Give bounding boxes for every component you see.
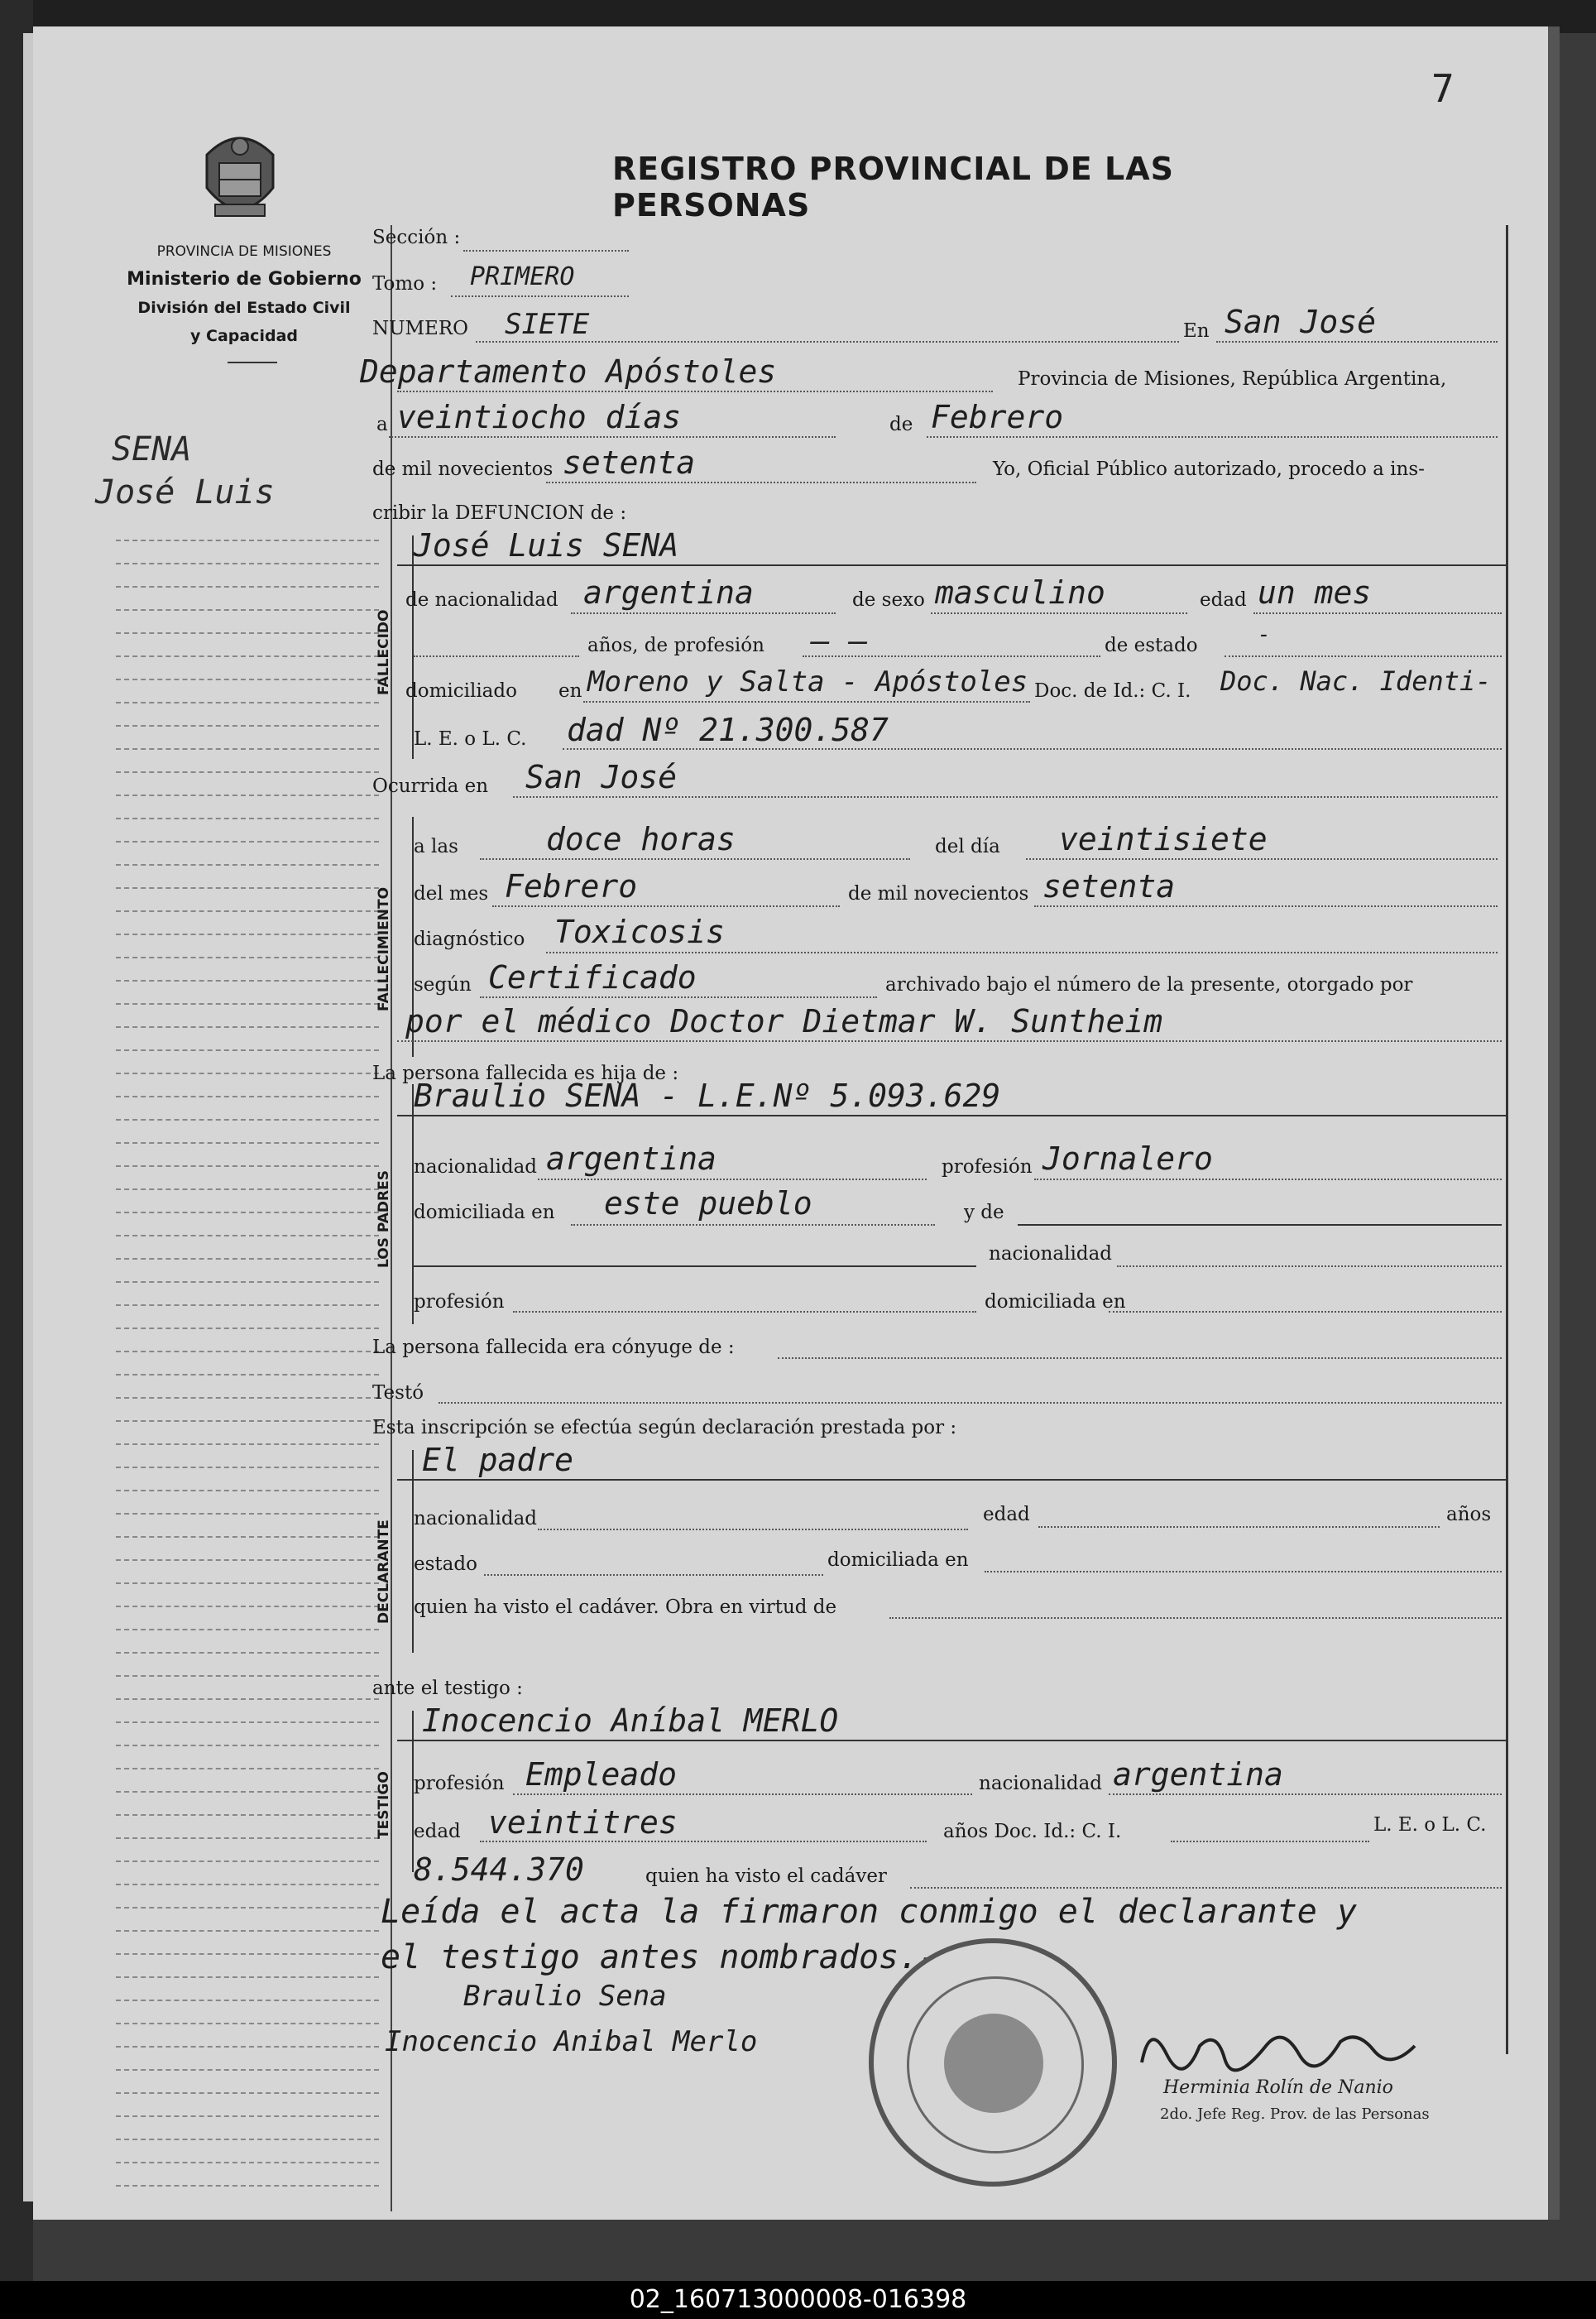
margin-ruled-line [116,1258,379,1260]
margin-ruled-line [116,2092,379,2094]
form-right-border [1506,225,1508,2054]
en-label: En [1183,320,1210,342]
margin-ruled-line [116,1907,379,1908]
testigo-nacionalidad-label: nacionalidad [979,1773,1103,1794]
declarante-section-label: DECLARANTE [376,1520,392,1624]
margin-ruled-line [116,655,379,657]
fallecido-name-rule [397,564,1506,566]
padres-nacionalidad-label: nacionalidad [414,1156,538,1178]
testigo-doc-line [1171,1841,1369,1842]
anio-value: setenta [563,444,696,481]
testigo-edad-line [480,1841,927,1842]
numero-value: SIETE [505,308,590,341]
segun-value: Certificado [488,959,697,996]
le-lc-value: dad Nº 21.300.587 [567,712,889,748]
signature-declarante: Braulio Sena [463,1980,667,2013]
margin-ruled-line [116,1582,379,1584]
page-number: 7 [1431,66,1455,111]
seccion-line [463,250,629,252]
edad-line [1253,612,1502,614]
margin-ruled-line [116,679,379,680]
declarante-domicilio-line [985,1571,1502,1572]
declarante-nacionalidad-line [538,1529,968,1530]
oficial-label: Yo, Oficial Público autorizado, procedo a ins- [993,459,1425,480]
margin-ruled-line [116,2162,379,2163]
fallecimiento-mes-value: Febrero [505,868,638,905]
margin-ruled-line [116,2139,379,2140]
margin-ruled-line [116,1351,379,1352]
margin-ruled-line [116,1721,379,1723]
margin-ruled-line [116,1443,379,1445]
declarante-cadaver-line [889,1617,1502,1619]
margin-ruled-line [116,1652,379,1654]
issuing-office [95,238,393,350]
margin-ruled-line [116,1003,379,1005]
page-title: REGISTRO PROVINCIAL DE LAS PERSONAS [612,151,1174,223]
testigo-nacionalidad-value: argentina [1113,1756,1283,1793]
diagnostico-label: diagnóstico [414,929,525,950]
signature-testigo: Inocencio Anibal Merlo [385,2025,758,2058]
margin-ruled-line [116,795,379,796]
dia-value: veintisiete [1059,821,1268,857]
sexo-line [931,612,1187,614]
footer-bar [0,2281,1596,2319]
margin-ruled-line [116,1768,379,1769]
estado-line [1225,655,1502,657]
margin-ruled-line [116,1397,379,1399]
testo-line [439,1402,1502,1404]
fallecido-nacionalidad-value: argentina [583,574,754,611]
edad-label: edad [1200,589,1247,611]
declarante-edad-label: edad [983,1504,1030,1525]
padre-value: Braulio SENA - L.E.Nº 5.093.629 [414,1078,1001,1114]
padres-nacionalidad-line [538,1179,927,1180]
margin-ruled-line [116,1165,379,1167]
margin-ruled-line [116,818,379,819]
dias-line [389,436,836,438]
margin-ruled-line [116,1073,379,1074]
doc-id-value: Doc. Nac. Identi- [1220,665,1492,697]
padres-section-label: LOS PADRES [376,1170,392,1268]
conyuge-line [778,1357,1502,1359]
domiciliado-label: domiciliado [405,680,517,702]
margin-ruled-line [116,1698,379,1700]
diagnostico-value: Toxicosis [554,914,725,950]
anios-line [414,655,579,657]
declarante-estado-line [484,1574,823,1576]
margin-ruled-line [116,841,379,843]
margin-ruled-line [116,1026,379,1028]
y-de-label: y de [964,1202,1004,1223]
segun-line [480,996,877,998]
padres-domicilio-value: este pueblo [604,1185,812,1222]
fallecimiento-mes-line [492,905,840,907]
margin-ruled-line [116,1420,379,1422]
margin-ruled-line [116,2115,379,2117]
tomo-label: Tomo : [372,273,438,295]
margin-ruled-line [116,563,379,564]
margin-ruled-line [116,1953,379,1955]
office-rule [228,362,277,363]
margin-ruled-line [116,771,379,773]
margin-ruled-line [116,1629,379,1630]
numero-label: NUMERO [372,318,469,339]
testigo-profesion-label: profesión [414,1773,505,1794]
margin-ruled-line [116,1328,379,1329]
official-title: 2do. Jefe Reg. Prov. de las Personas [1160,2105,1430,2123]
testigo-name-value: Inocencio Aníbal MERLO [422,1702,839,1739]
declaracion-label: Esta inscripción se efectúa según declaración prestada por : [372,1417,957,1438]
margin-ruled-line [116,1745,379,1746]
closing-line-1: Leída el acta la firmaron conmigo el declarante y [381,1893,1358,1931]
margin-ruled-line [116,725,379,727]
fallecido-bar [412,535,432,759]
medico-value: por el médico Doctor Dietmar W. Suntheim [405,1003,1163,1039]
margin-ruled-line [116,1791,379,1793]
madre-profesion-line [513,1311,976,1313]
margin-ruled-line [116,1304,379,1306]
testigo-doc-value: 8.544.370 [414,1851,584,1888]
declarante-cadaver-label: quien ha visto el cadáver. Obra en virtud de [414,1596,837,1618]
ocurrida-value: San José [525,759,678,795]
en-value: San José [1225,304,1377,340]
declarante-estado-label: estado [414,1553,477,1575]
margin-ruled-line [116,1814,379,1816]
testigo-edad-label: edad [414,1821,461,1842]
domicilio-line [583,701,1030,703]
fallecido-name-value: José Luis SENA [414,527,679,564]
ocurrida-label: Ocurrida en [372,775,489,797]
margin-ruled-line [116,1490,379,1491]
testigo-edad-value: veintitres [488,1804,678,1841]
margin-ruled-line [116,2000,379,2001]
segun-label: según [414,974,472,996]
ocurrida-line [513,796,1498,798]
declarante-rule [397,1479,1506,1481]
medico-line [397,1040,1502,1042]
office-division: División del Estado Civil [137,299,351,317]
departamento-line [397,391,993,392]
numero-line [476,341,1179,343]
margin-ruled-line [116,1374,379,1376]
departamento-value: Departamento Apóstoles [360,353,777,390]
testigo-section-label: TESTIGO [376,1771,392,1839]
padres-profesion-label: profesión [942,1156,1033,1178]
margin-ruled-line [116,934,379,935]
cribir-label: cribir la DEFUNCION de : [372,502,627,524]
margin-ruled-line [116,1976,379,1978]
office-capacity: y Capacidad [190,327,298,345]
madre-profesion-label: profesión [414,1291,505,1313]
fallecimiento-mil-label: de mil novecientos [848,883,1029,905]
dia-line [1026,858,1498,860]
testigo-cadaver-line [910,1887,1502,1889]
margin-ruled-line [116,1049,379,1051]
margin-ruled-line [116,864,379,866]
margin-ruled-line [116,1281,379,1283]
fallecimiento-section-label: FALLECIMIENTO [376,886,392,1011]
fallecido-profesion-line [803,655,1100,657]
hora-line [480,858,910,860]
a-label: a [376,414,388,435]
margin-ruled-line [116,1884,379,1885]
le-lc-label: L. E. o L. C. [414,728,527,750]
testigo-doc-label: años Doc. Id.: C. I. [943,1821,1122,1842]
padres-nacionalidad-value: argentina [546,1140,717,1177]
fallecimiento-anio-line [1034,905,1498,907]
margin-ruled-line [116,1559,379,1561]
testigo-profesion-value: Empleado [525,1756,678,1793]
margin-ruled-line [116,1930,379,1932]
estado-value: - [1258,622,1271,647]
testo-label: Testó [372,1382,424,1404]
margin-ruled-line [116,1096,379,1097]
seccion-label: Sección : [372,227,461,248]
declarante-domiciliada-label: domiciliada en [827,1549,969,1571]
madre-domiciliada-label: domiciliada en [985,1291,1126,1313]
sexo-label: de sexo [852,589,925,611]
diagnostico-line [546,952,1498,953]
tomo-line [451,295,629,297]
a-las-label: a las [414,836,458,857]
fallecido-section-label: FALLECIDO [376,609,392,695]
margin-ruled-line [116,2185,379,2187]
margin-ruled-line [116,2046,379,2048]
margin-ruled-line [116,1142,379,1144]
madre-domicilio-line [1109,1311,1502,1313]
sexo-value: masculino [935,574,1105,611]
mes-line [927,436,1498,438]
margin-surname: SENA [112,430,192,468]
margin-ruled-line [116,1188,379,1190]
office-province: PROVINCIA DE MISIONES [156,243,332,260]
official-seal-icon [869,1938,1117,2187]
official-name: Herminia Rolín de Nanio [1163,2077,1393,2098]
declarante-anios-label: años [1446,1504,1492,1525]
margin-ruled-line [116,887,379,889]
tomo-value: PRIMERO [470,262,575,291]
margin-ruled-line [116,1837,379,1839]
edad-value: un mes [1258,574,1372,611]
dias-value: veintiocho días [397,399,682,435]
testigo-cadaver-label: quien ha visto el cadáver [645,1865,887,1887]
register-page [33,26,1560,2220]
margin-ruled-line [116,748,379,750]
domiciliado-en-label: en [558,680,582,702]
margin-ruled-line [116,1513,379,1515]
margin-ruled-line [116,980,379,982]
doc-id-label: Doc. de Id.: C. I. [1034,680,1191,702]
official-signature-icon [1133,2013,1448,2079]
de-label: de [889,414,913,435]
margin-ruled-line [116,540,379,541]
conyuge-label: La persona fallecida era cónyuge de : [372,1337,735,1358]
padres-profesion-value: Jornalero [1042,1140,1213,1177]
estado-label: de estado [1105,635,1198,656]
fallecido-nacionalidad-label: de nacionalidad [405,589,558,611]
margin-ruled-line [116,1606,379,1607]
margin-ruled-line [116,1536,379,1538]
margin-ruled-line [116,1675,379,1677]
madre-line-2 [414,1265,976,1267]
testigo-name-rule [397,1740,1506,1741]
closing-line-2: el testigo antes nombrados.- [381,1938,939,1976]
footer-image-id: 02_160713000008-016398 [629,2285,967,2314]
del-mes-label: del mes [414,883,489,905]
testigo-intro: ante el testigo : [372,1678,523,1699]
domicilio-value: Moreno y Salta - Apóstoles [587,665,1028,699]
testigo-profesion-line [513,1793,972,1795]
margin-ruled-line [116,609,379,611]
madre-nacionalidad-line [1117,1265,1502,1267]
testigo-le-label: L. E. o L. C. [1373,1814,1487,1836]
anio-line [546,482,976,483]
testigo-nacionalidad-line [1109,1793,1502,1795]
margin-ruled-line [116,1860,379,1862]
en-line [1216,341,1498,343]
fallecimiento-anio-value: setenta [1042,868,1176,905]
provincia-label: Provincia de Misiones, República Argentina, [1018,368,1447,390]
margin-ruled-line [116,2023,379,2024]
mil-novecientos-label: de mil novecientos [372,459,554,480]
margin-ruled-line [116,910,379,912]
archivado-label: archivado bajo el número de la presente, otorgado por [885,974,1413,996]
margin-ruled-line [116,1235,379,1236]
margin-ruled-line [116,1212,379,1213]
fallecido-profesion-value: — — [811,622,868,659]
declarante-value: El padre [422,1442,574,1478]
provincial-crest-icon [190,122,290,229]
le-lc-line [563,748,1502,750]
padres-domicilio-line [571,1224,935,1226]
madre-line [1018,1224,1502,1226]
seal-core [944,2014,1043,2113]
hora-value: doce horas [546,821,736,857]
mes-value: Febrero [931,399,1064,435]
fallecido-nacionalidad-line [571,612,836,614]
office-ministry: Ministerio de Gobierno [127,269,362,290]
margin-ruled-line [116,632,379,634]
anios-profesion-label: años, de profesión [587,635,764,656]
padres-profesion-line [1034,1179,1502,1180]
madre-nacionalidad-label: nacionalidad [989,1243,1113,1265]
margin-ruled-line [116,586,379,588]
margin-ruled-line [116,1119,379,1121]
declarante-edad-line [1038,1526,1440,1528]
padres-domiciliada-label: domiciliada en [414,1202,555,1223]
declarante-nacionalidad-label: nacionalidad [414,1508,538,1529]
margin-ruled-line [116,1467,379,1468]
margin-given-name: José Luis [95,473,275,511]
del-dia-label: del día [935,836,1000,857]
padres-intro: La persona fallecida es hija de : [372,1063,679,1084]
margin-ruled-line [116,957,379,958]
margin-ruled-line [116,702,379,703]
margin-ruled-line [116,2069,379,2071]
padre-rule [397,1115,1506,1116]
